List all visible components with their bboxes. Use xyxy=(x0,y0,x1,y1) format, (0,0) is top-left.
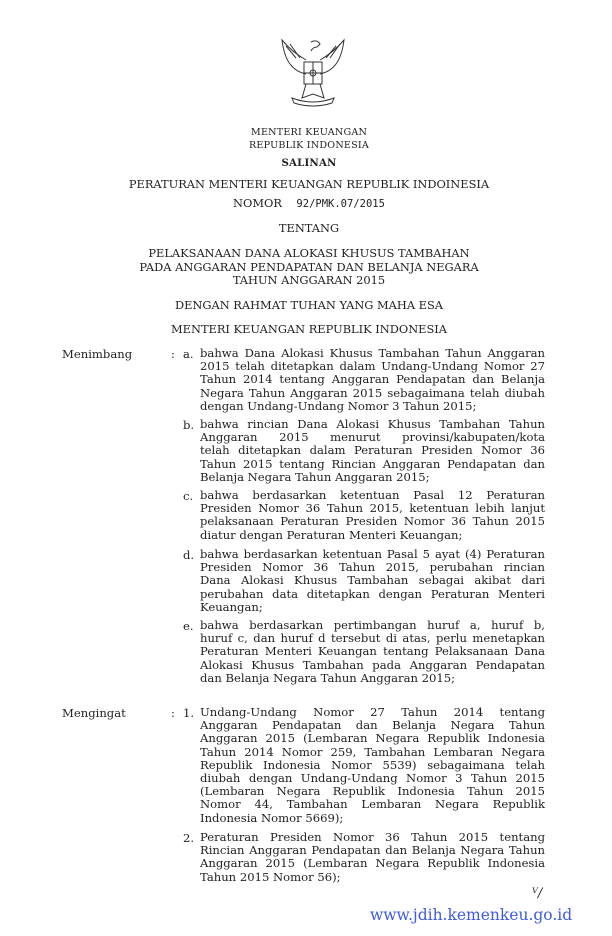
item-text-line: pelaksanaan Peraturan Presiden Nomor 36 Tahun 2015 xyxy=(200,514,545,529)
item-number: a. xyxy=(183,347,194,361)
menimbang-item xyxy=(183,619,545,685)
item-number: 2. xyxy=(183,831,195,845)
subject-line-3: TAHUN ANGGARAN 2015 xyxy=(232,273,386,287)
item-text-line: 2015 telah ditetapkan dalam Undang-Undang Nomor 27 xyxy=(200,359,545,374)
item-text-line: Undang-Undang Nomor 27 Tahun 2014 tentang xyxy=(200,705,545,719)
item-number: c. xyxy=(183,489,194,503)
number-label: NOMOR xyxy=(233,196,282,210)
mengingat-colon: : xyxy=(171,706,175,720)
item-text-line: telah ditetapkan dalam Peraturan Presiden Nomor 36 xyxy=(200,443,545,458)
item-text-line: Peraturan Presiden Nomor 36 Tahun 2015 tentang xyxy=(200,830,545,844)
item-number: b. xyxy=(183,418,195,432)
menimbang-item xyxy=(183,347,545,413)
item-text-line: Negara Tahun Anggaran 2015 sebagaimana telah diubah xyxy=(200,385,545,400)
country-name: REPUBLIK INDONESIA xyxy=(248,140,370,151)
item-text-line: Anggaran 2015 menurut provinsi/kabupaten/kota xyxy=(200,430,545,445)
item-text-line: Tahun 2014 Nomor 259, Tambahan Lembaran Negara xyxy=(200,744,545,759)
item-text-line: Anggaran Pendapatan dan Belanja Negara Tahun xyxy=(200,718,545,733)
menimbang-item xyxy=(183,489,545,542)
item-number: 1. xyxy=(183,706,195,720)
menimbang-colon: : xyxy=(171,347,175,361)
item-text-line: Indonesia Nomor 5669); xyxy=(200,810,344,825)
garuda-emblem-icon xyxy=(278,36,348,114)
mengingat-label: Mengingat xyxy=(62,706,126,720)
item-text-line: bahwa berdasarkan ketentuan Pasal 5 ayat (4) Peraturan xyxy=(200,547,545,561)
item-text-line: huruf c, dan huruf d tersebut di atas, perlu menetapkan xyxy=(200,631,545,646)
item-text-line: Belanja Negara Tahun Anggaran 2015; xyxy=(200,469,430,484)
item-text-line: bahwa berdasarkan pertimbangan huruf a, huruf b, xyxy=(200,618,545,632)
item-text-line: Dana Alokasi Khusus Tambahan sebagai akibat dari xyxy=(200,573,545,588)
menimbang-label: Menimbang xyxy=(62,347,133,361)
item-text-line: Peraturan Menteri Keuangan tentang Pelaksanaan Dana xyxy=(200,644,545,659)
item-text-line: bahwa Dana Alokasi Khusus Tambahan Tahun Anggaran xyxy=(200,346,545,360)
item-text-line: Presiden Nomor 36 Tahun 2015, ketentuan lebih lanjut xyxy=(200,501,545,516)
menimbang-item xyxy=(183,418,545,484)
issuer: MENTERI KEUANGAN REPUBLIK INDONESIA xyxy=(171,322,447,336)
item-text-line: Rincian Anggaran Pendapatan dan Belanja Negara Tahun xyxy=(200,843,545,858)
menimbang-item xyxy=(183,548,545,614)
item-text-line: Tahun 2014 tentang Anggaran Pendapatan dan Belanja xyxy=(200,372,545,387)
regulation-title: PERATURAN MENTERI KEUANGAN REPUBLIK INDOINESIA xyxy=(128,177,490,191)
subject-line-2: PADA ANGGARAN PENDAPATAN DAN BELANJA NEGARA xyxy=(139,260,479,274)
item-text-line: diubah dengan Undang-Undang Nomor 3 Tahun 2015 xyxy=(200,770,545,785)
invocation: DENGAN RAHMAT TUHAN YANG MAHA ESA xyxy=(174,298,444,312)
item-text-line: Tahun 2015 tentang Rincian Anggaran Pendapatan dan xyxy=(200,456,545,471)
ministry-name: MENTERI KEUANGAN xyxy=(250,127,368,138)
item-text-line: bahwa rincian Dana Alokasi Khusus Tambahan Tahun xyxy=(200,417,545,431)
item-text-line: Anggaran 2015 (Lembaran Negara Republik Indonesia xyxy=(200,856,545,871)
item-text-line: diatur dengan Peraturan Menteri Keuangan; xyxy=(200,527,463,542)
item-text-line: Presiden Nomor 36 Tahun 2015, perubahan rincian xyxy=(200,560,545,575)
website-url[interactable]: www.jdih.kemenkeu.go.id xyxy=(370,906,573,924)
item-text-line: Alokasi Khusus Tambahan pada Anggaran Pendapatan xyxy=(200,657,545,672)
copy-label: SALINAN xyxy=(281,157,337,169)
item-text-line: bahwa berdasarkan ketentuan Pasal 12 Peraturan xyxy=(200,488,545,502)
item-number: d. xyxy=(183,548,195,562)
subject-line-1: PELAKSANAAN DANA ALOKASI KHUSUS TAMBAHAN xyxy=(148,246,470,260)
item-text-line: Republik Indonesia Nomor 5539) sebagaimana telah xyxy=(200,757,545,772)
item-text-line: Tahun 2015 Nomor 56); xyxy=(200,869,341,884)
item-text-line: Nomor 44, Tambahan Lembaran Negara Republik xyxy=(200,797,545,812)
item-text-line: Keuangan; xyxy=(200,599,263,614)
item-text-line: dan Belanja Negara Tahun Anggaran 2015; xyxy=(200,670,456,685)
item-text-line: dengan Undang-Undang Nomor 3 Tahun 2015; xyxy=(200,398,477,413)
item-number: e. xyxy=(183,619,194,633)
item-text-line: Anggaran 2015 (Lembaran Negara Republik Indonesia xyxy=(200,731,545,746)
mengingat-item xyxy=(183,831,545,884)
item-text-line: perubahan data ditetapkan dengan Peraturan Menteri xyxy=(200,586,545,601)
mengingat-item xyxy=(183,706,545,825)
regulation-number xyxy=(0,196,612,210)
item-text-line: (Lembaran Negara Republik Indonesia Tahun 2015 xyxy=(200,784,545,799)
paraf-initial: ⱽ/ xyxy=(532,886,543,901)
number-value: 92/PMK.07/2015 xyxy=(296,198,385,210)
about-label: TENTANG xyxy=(278,221,340,235)
